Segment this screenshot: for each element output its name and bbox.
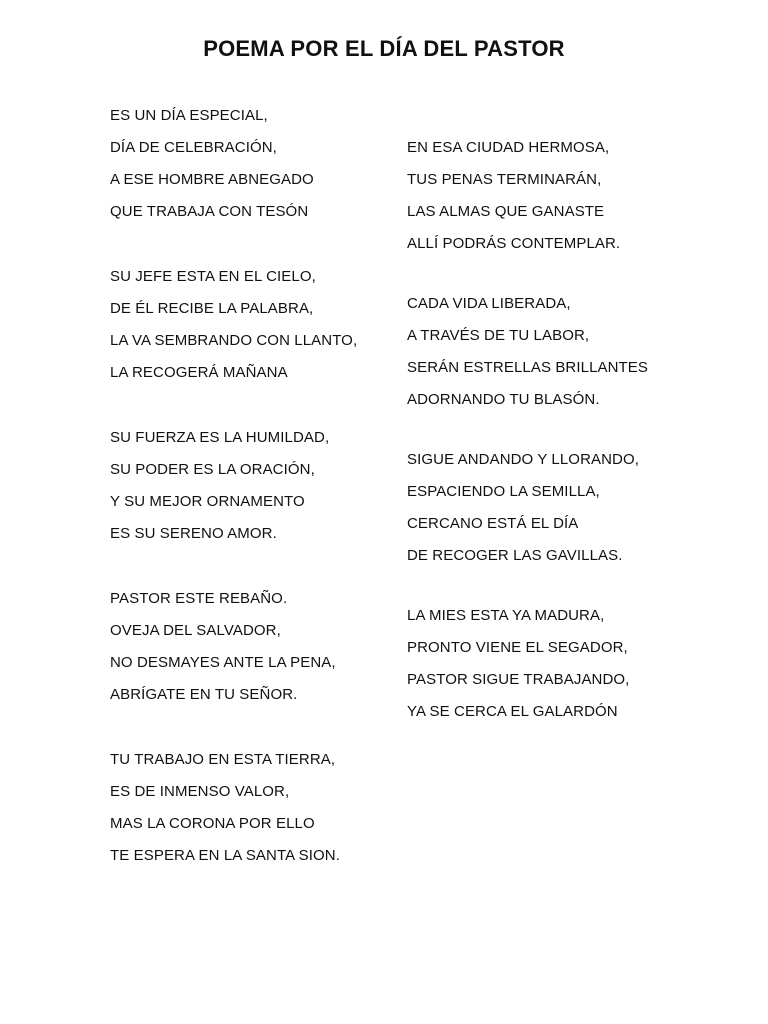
poem-line: ES DE INMENSO VALOR, xyxy=(110,783,290,800)
poem-line: CADA VIDA LIBERADA, xyxy=(407,295,571,312)
poem-line: MAS LA CORONA POR ELLO xyxy=(110,815,315,832)
stanza xyxy=(407,132,677,260)
poem-line: A ESE HOMBRE ABNEGADO xyxy=(110,171,314,188)
poem-line: LA MIES ESTA YA MADURA, xyxy=(407,607,605,624)
poem-line: LA RECOGERÁ MAÑANA xyxy=(110,364,288,381)
poem-line: ES SU SERENO AMOR. xyxy=(110,525,277,542)
poem-line: YA SE CERCA EL GALARDÓN xyxy=(407,703,618,720)
poem-line: ADORNANDO TU BLASÓN. xyxy=(407,391,600,408)
poem-line: LAS ALMAS QUE GANASTE xyxy=(407,203,605,220)
poem-line: Y SU MEJOR ORNAMENTO xyxy=(110,493,305,510)
poem-line: PRONTO VIENE EL SEGADOR, xyxy=(407,639,628,656)
poem-line: DE ÉL RECIBE LA PALABRA, xyxy=(110,300,314,317)
poem-line: ABRÍGATE EN TU SEÑOR. xyxy=(110,686,298,703)
poem-line: PASTOR SIGUE TRABAJANDO, xyxy=(407,671,630,688)
poem-line: DE RECOGER LAS GAVILLAS. xyxy=(407,547,623,564)
poem-line: TE ESPERA EN LA SANTA SION. xyxy=(110,847,340,864)
stanza xyxy=(110,422,380,550)
poem-line: EN ESA CIUDAD HERMOSA, xyxy=(407,139,610,156)
page-title: POEMA POR EL DÍA DEL PASTOR xyxy=(203,36,565,61)
poem-line: DÍA DE CELEBRACIÓN, xyxy=(110,139,277,156)
poem-right-column xyxy=(407,100,677,728)
poem-line: TUS PENAS TERMINARÁN, xyxy=(407,171,602,188)
poem-line: SIGUE ANDANDO Y LLORANDO, xyxy=(407,451,640,468)
poem-line: SU FUERZA ES LA HUMILDAD, xyxy=(110,429,330,446)
stanza xyxy=(110,744,380,872)
poem-line: OVEJA DEL SALVADOR, xyxy=(110,622,281,639)
poem-line: NO DESMAYES ANTE LA PENA, xyxy=(110,654,336,671)
poem-line: ES UN DÍA ESPECIAL, xyxy=(110,107,268,124)
poem-line: LA VA SEMBRANDO CON LLANTO, xyxy=(110,332,358,349)
poem-line: A TRAVÉS DE TU LABOR, xyxy=(407,327,590,344)
stanza xyxy=(110,583,380,711)
poem-line: ESPACIENDO LA SEMILLA, xyxy=(407,483,600,500)
stanza xyxy=(407,600,677,728)
poem-line: PASTOR ESTE REBAÑO. xyxy=(110,590,288,607)
poem-line: SERÁN ESTRELLAS BRILLANTES xyxy=(407,359,649,376)
stanza xyxy=(407,444,677,572)
poem-line: ALLÍ PODRÁS CONTEMPLAR. xyxy=(407,235,621,252)
poem-line: SU PODER ES LA ORACIÓN, xyxy=(110,461,315,478)
poem-line: TU TRABAJO EN ESTA TIERRA, xyxy=(110,751,336,768)
stanza xyxy=(407,288,677,416)
poem-line: CERCANO ESTÁ EL DÍA xyxy=(407,515,579,532)
stanza xyxy=(110,100,380,228)
poem-line: SU JEFE ESTA EN EL CIELO, xyxy=(110,268,316,285)
poem-line: QUE TRABAJA CON TESÓN xyxy=(110,203,309,220)
poem-left-column xyxy=(110,100,380,872)
stanza xyxy=(110,261,380,389)
